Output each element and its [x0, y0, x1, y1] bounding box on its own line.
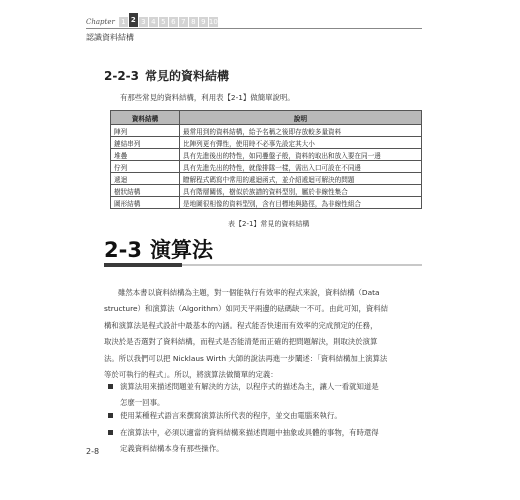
data-structures-table	[110, 110, 422, 209]
bullet-item	[108, 379, 379, 412]
chapter-subtitle: 認識資料結構	[86, 33, 134, 42]
bullet-item	[108, 408, 342, 424]
chapter-tab-6: 6	[169, 17, 178, 27]
chapter-section-number: 2-3	[104, 238, 142, 262]
table-row	[111, 125, 422, 137]
page-number: 2-8	[86, 447, 100, 456]
table-row	[111, 161, 422, 173]
chapter-navigation	[86, 16, 219, 28]
heading-underline-light	[182, 264, 422, 266]
chapter-section-heading	[104, 234, 213, 264]
header-divider	[86, 28, 422, 29]
table-row	[111, 197, 422, 209]
heading-underline-dark	[104, 263, 182, 267]
table-cell-description: 是地圖很相像的資料型別，含有目標地與路徑，為非線性組合	[180, 197, 422, 209]
body-paragraph	[104, 285, 422, 383]
table-cell-description: 瞭解程式碼寫中常用的遞迴函式，並介紹遞迴可解決的問題	[180, 173, 422, 185]
table-header-structure: 資料結構	[111, 111, 180, 125]
bullet-text: 使用某種程式語言來撰寫演算法所代表的程序，並交由電腦來執行。	[120, 411, 342, 420]
table-cell-structure: 佇列	[111, 161, 180, 173]
chapter-tab-7: 7	[179, 17, 188, 27]
table-row	[111, 137, 422, 149]
bullet-item	[108, 425, 379, 458]
chapter-tab-5: 5	[159, 17, 168, 27]
table-cell-description: 具有階層關係，樹似於族譜的資料型別，屬於非線性集合	[180, 185, 422, 197]
table-header-row	[111, 111, 422, 125]
chapter-tab-4: 4	[149, 17, 158, 27]
bullet-text-continued: 定義資料結構本身有那些操作。	[120, 444, 224, 454]
table-cell-structure: 堆疊	[111, 149, 180, 161]
paragraph-line: 雖然本書以資料結構為主題，對一個能執行有效率的程式來說，資料結構（Data	[118, 288, 380, 297]
chapter-tab-9: 9	[199, 17, 208, 27]
bullet-square-icon	[108, 384, 113, 389]
bullet-square-icon	[108, 413, 113, 418]
table-cell-structure: 遞迴	[111, 173, 180, 185]
chapter-tab-1: 1	[119, 17, 128, 27]
table-row	[111, 185, 422, 197]
table-cell-description: 具有先進先出的特性，就像排隊一樣，需出入口可設在不同邊	[180, 161, 422, 173]
chapter-label: Chapter	[86, 18, 115, 26]
chapter-section-title: 演算法	[149, 238, 213, 262]
section-title: 常見的資料結構	[145, 69, 230, 83]
table-row	[111, 149, 422, 161]
section-intro: 有那些常見的資料結構，利用表【2-1】做簡單說明。	[120, 93, 295, 102]
table-cell-structure: 圖形結構	[111, 197, 180, 209]
paragraph-line: structure）和演算法（Algorithm）如同天平兩邊的砝碼缺一不可。由此可知，資料結	[104, 304, 389, 314]
bullet-text-continued: 怎麼一回事。	[120, 398, 165, 408]
table-cell-description: 比陣列更有彈性，使用時不必事先設定其大小	[180, 137, 422, 149]
chapter-tab-10: 10	[208, 18, 218, 26]
table-caption: 表【2-1】常見的資料結構	[228, 220, 310, 228]
table-row	[111, 173, 422, 185]
section-number: 2-2-3	[104, 69, 140, 83]
chapter-tab-2-active: 2	[129, 13, 138, 27]
bullet-text: 演算法用來描述問題並有解決的方法，以程序式的描述為主，讓人一看就知道是	[120, 382, 379, 391]
bullet-text: 在演算法中，必須以適當的資料結構來描述問題中抽象或具體的事物，有時還得	[120, 428, 379, 437]
chapter-tab-8: 8	[189, 17, 198, 27]
chapter-tab-3: 3	[139, 17, 148, 27]
table-cell-structure: 陣列	[111, 125, 180, 137]
table-cell-structure: 鏈結串列	[111, 137, 180, 149]
table-cell-structure: 樹狀結構	[111, 185, 180, 197]
table-cell-description: 具有先進後出的特性，如同疊盤子般，資料的取出和放入要在同一邊	[180, 149, 422, 161]
table-header-description: 說明	[180, 111, 422, 125]
paragraph-line: 構和演算法是程式設計中最基本的內涵。程式能否快速而有效率的完成預定的任務，	[104, 320, 378, 330]
paragraph-line: 取決於是否選對了資料結構，而程式是否能清楚而正確的把問題解決，則取決於演算	[104, 337, 378, 347]
table-cell-description: 最常用到的資料結構，給予名稱之後即存放較多量資料	[180, 125, 422, 137]
paragraph-line: 等於可執行的程式」。所以，將演算法做簡單的定義：	[104, 370, 278, 380]
section-heading	[104, 67, 229, 84]
paragraph-line: 法。所以我們可以把 Nicklaus Wirth 大師的說法再進一步闡述：「資料結構加上演算法	[104, 353, 388, 363]
bullet-square-icon	[108, 430, 113, 435]
